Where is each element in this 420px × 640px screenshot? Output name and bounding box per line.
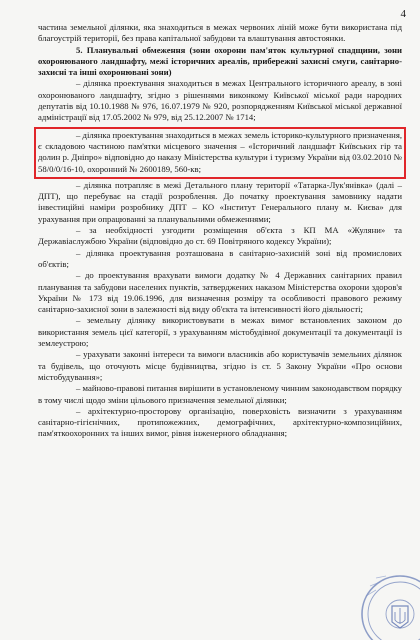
paragraph: – майново-правові питання вирішити в установленому чинним законодавством порядку в тому числі щодо зміни цільового призначення земельної ділянки;: [38, 383, 402, 405]
document-body: [38, 22, 402, 440]
paragraph: – ділянка проектування розташована в санітарно-захисній зоні від промислових об'єктів;: [38, 247, 402, 269]
paragraph: – архітектурно-просторову організацію, поверховість визначити з урахуванням санітарно-гігієнічних, протипожежних, демографічних, архітектурно-композиційних, пам'яткоохоронних та інших вимог, рівня інженерного обладнання;: [38, 405, 402, 439]
paragraph: – ділянка потрапляє в межі Детального плану території «Татарка-Лук'янівка» (далі – ДПТ), що перебуває на стадії розроблення. До початку проектування замовнику надати інвестиційні наміри розробнику ДПТ – КО «Інститут Генерального плану м. Києва» для урахування при опрацюванні за планувальними обмеженнями;: [38, 179, 402, 224]
paragraph: – ділянка проектування знаходиться в межах Центрального історичного ареалу, в зоні охоронюваного ландшафту, згідно з рішеннями виконкому Київської міської ради народних депутатів від 10.10.1988 № 976, 16.07.1979 № 920, розпорядженням Київської міської державної адміністрації від 17.05.2002 № 979, від 25.12.2007 № 1714;: [38, 78, 402, 123]
paragraph: частина земельної ділянки, яка знаходиться в межах червоних ліній може бути використана під благоустрій території, без права капітальної забудови та влаштування автостоянки.: [38, 22, 402, 44]
highlighted-paragraph: – ділянка проектування знаходиться в межах земель історико-культурного призначення, є складовою частиною пам'ятки місцевого значення – «Історичний ландшафт Київських гір та долин р. Дніпро» відповідно до наказу Міністерства культури і туризму України від 03.02.2010 № 58/0/0/16-10, охоронний № 2600189, 560-кв;: [38, 129, 402, 174]
highlight-box: [34, 127, 406, 179]
paragraph: – земельну ділянку використовувати в межах вимог встановлених законом до використання земель цієї категорії, з урахуванням містобудівної документації та документації із землеустрою;: [38, 315, 402, 349]
page-number: 4: [400, 8, 406, 20]
section-heading: 5. Планувальні обмеження (зони охорони пам'яток культурної спадщини, зони охоронюваного ландшафту, межі історичних ареалів, прибережні захисні смуги, санітарно-захисні та інші охоронювані зони): [38, 44, 402, 78]
official-seal-stamp: [346, 540, 420, 640]
paragraph: – за необхідності узгодити розміщення об'єкта з КП МА «Жуляни» та Державіаслужбою України (відповідно до ст. 69 Повітряного кодексу України);: [38, 225, 402, 247]
paragraph: – до проектування врахувати вимоги додатку № 4 Державних санітарних правил планування та забудови населених пунктів, затверджених наказом Міністерства охорони здоров'я України № 173 від 19.06.1996, для визначення розміру та особливості правового режиму санітарно-захисної зони в залежності від виду об'єкта та інтенсивності його діяльності;: [38, 270, 402, 315]
paragraph: – урахувати законні інтереси та вимоги власників або користувачів земельних ділянок та будівель, що оточують місце будівництва, згідно із ст. 5 Закону України «Про основи містобудування»;: [38, 349, 402, 382]
